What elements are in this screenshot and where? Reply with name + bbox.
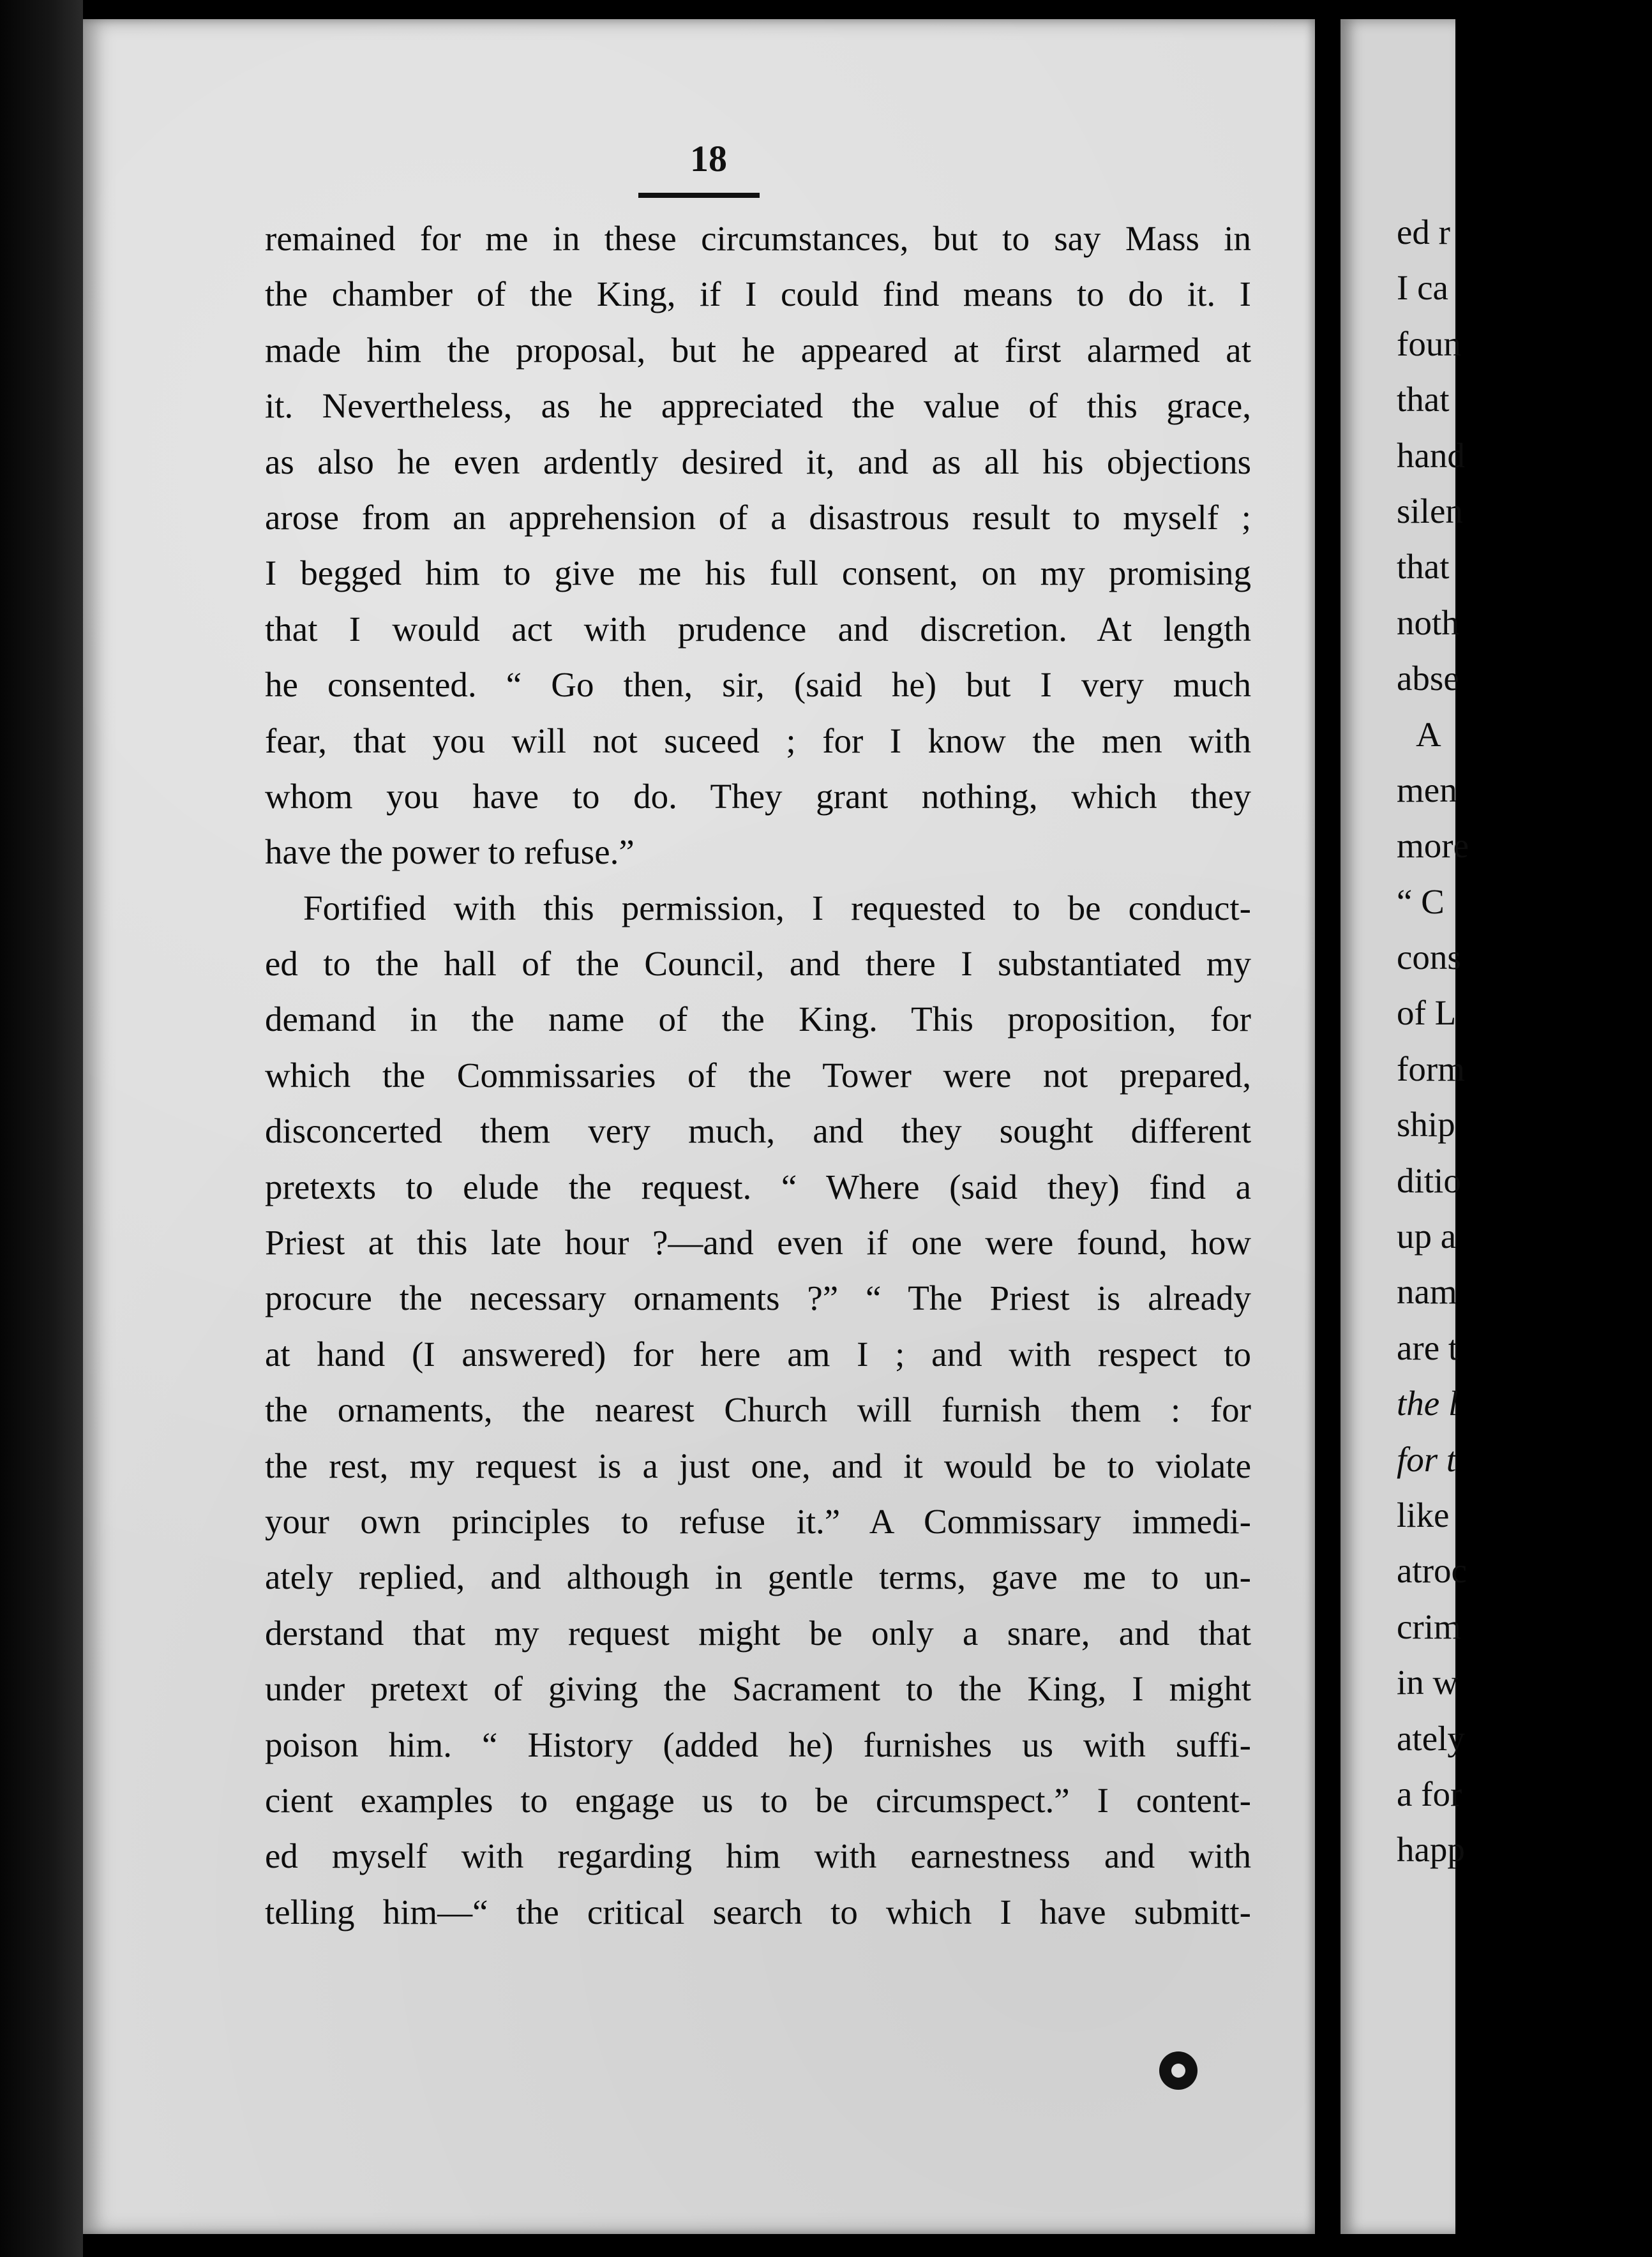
text-line: fear, that you will not suceed ; for I know the men with bbox=[265, 721, 1251, 760]
text-line: your own principles to refuse it.” A Commissary immedi- bbox=[265, 1501, 1251, 1541]
text-line: men bbox=[1397, 770, 1457, 809]
text-line: ship bbox=[1397, 1105, 1455, 1144]
text-line: which the Commissaries of the Tower were not prepared, bbox=[265, 1055, 1251, 1095]
text-line: arose from an apprehension of a disastrous result to myself ; bbox=[265, 497, 1251, 537]
text-line: ditio bbox=[1397, 1160, 1461, 1200]
text-line: atroc bbox=[1397, 1551, 1467, 1591]
text-line: under pretext of giving the Sacrament to the King, I might bbox=[265, 1669, 1251, 1709]
text-line: ed r bbox=[1397, 213, 1450, 251]
text-line: the ornaments, the nearest Church will furnish them : for bbox=[265, 1390, 1251, 1430]
page-number: 18 bbox=[690, 138, 727, 179]
adjoining-page bbox=[1340, 19, 1469, 2234]
text-line: that I would act with prudence and discretion. At length bbox=[265, 609, 1251, 649]
text-line: nam bbox=[1397, 1272, 1457, 1312]
text-line: the l bbox=[1397, 1384, 1459, 1423]
text-line: telling him—“ the critical search to which I have submitt- bbox=[265, 1892, 1251, 1931]
text-line: A bbox=[1416, 714, 1441, 754]
text-line: made him the proposal, but he appeared at first alarmed at bbox=[265, 330, 1251, 370]
text-line: a for bbox=[1397, 1774, 1462, 1813]
text-line: it. Nevertheless, as he appreciated the value of this grace, bbox=[265, 386, 1251, 426]
text-line: poison him. “ History (added he) furnishes us with suffi- bbox=[265, 1725, 1251, 1764]
text-line: procure the necessary ornaments ?” “ The Priest is already bbox=[265, 1278, 1251, 1318]
text-line: as also he even ardently desired it, and as all his objections bbox=[265, 442, 1251, 481]
text-line: the rest, my request is a just one, and it would be to violate bbox=[265, 1446, 1251, 1485]
text-line: up a bbox=[1397, 1217, 1457, 1256]
text-line: at hand (I answered) for here am I ; and with respect to bbox=[265, 1334, 1251, 1374]
text-line: remained for me in these circumstances, but to say Mass in bbox=[265, 219, 1251, 258]
text-line: noth bbox=[1397, 603, 1459, 642]
text-line: ed to the hall of the Council, and there I substantiated my bbox=[265, 944, 1251, 984]
text-line: like bbox=[1397, 1495, 1450, 1534]
text-line: Priest at this late hour ?—and even if one were found, how bbox=[265, 1223, 1251, 1263]
text-line: for t bbox=[1397, 1439, 1457, 1479]
text-line: are t bbox=[1397, 1328, 1459, 1367]
text-line: derstand that my request might be only a snare, and that bbox=[265, 1613, 1251, 1653]
text-line: in w bbox=[1397, 1663, 1459, 1702]
text-line: that bbox=[1397, 547, 1450, 587]
text-line: cient examples to engage us to be circumspect.” I content- bbox=[265, 1780, 1251, 1820]
text-line: that bbox=[1397, 380, 1450, 419]
text-line: ately bbox=[1397, 1718, 1465, 1758]
text-line: silen bbox=[1397, 491, 1463, 530]
printer-ornament-icon bbox=[1162, 2054, 1195, 2087]
text-line: ately replied, and although in gentle terms, gave me to un- bbox=[265, 1557, 1251, 1597]
text-line: whom you have to do. They grant nothing, which they bbox=[265, 776, 1251, 816]
text-line: foun bbox=[1397, 324, 1461, 363]
adjoining-page-text bbox=[1397, 204, 1652, 1878]
text-line: abse bbox=[1397, 659, 1459, 698]
text-line: pretexts to elude the request. “ Where (said they) find a bbox=[265, 1167, 1251, 1206]
text-line: more bbox=[1397, 826, 1469, 866]
text-line: happ bbox=[1397, 1830, 1465, 1870]
body-text bbox=[265, 211, 1251, 1940]
text-line: have the power to refuse.” bbox=[265, 832, 635, 872]
text-line: he consented. “ Go then, sir, (said he) but I very much bbox=[265, 665, 1251, 705]
text-line: form bbox=[1397, 1049, 1465, 1088]
text-line: of L bbox=[1397, 993, 1457, 1033]
text-line: I ca bbox=[1397, 268, 1448, 308]
binding-gutter bbox=[0, 0, 83, 2257]
page-divider bbox=[1315, 0, 1340, 2257]
text-line: disconcerted them very much, and they sought different bbox=[265, 1111, 1251, 1151]
text-line: crim bbox=[1397, 1607, 1461, 1646]
text-line: the chamber of the King, if I could find means to do it. I bbox=[265, 274, 1251, 314]
text-line: hand bbox=[1397, 435, 1465, 475]
text-line: I begged him to give me his full consent, on my promising bbox=[265, 553, 1251, 593]
text-line: ed myself with regarding him with earnestness and with bbox=[265, 1836, 1251, 1876]
header-rule bbox=[638, 193, 760, 198]
text-line: cons bbox=[1397, 938, 1461, 977]
paragraph-start-line: Fortified with this permission, I requested to be conduct- bbox=[303, 888, 1251, 927]
text-line: “ C bbox=[1397, 881, 1445, 921]
text-line: demand in the name of the King. This proposition, for bbox=[265, 1000, 1251, 1039]
